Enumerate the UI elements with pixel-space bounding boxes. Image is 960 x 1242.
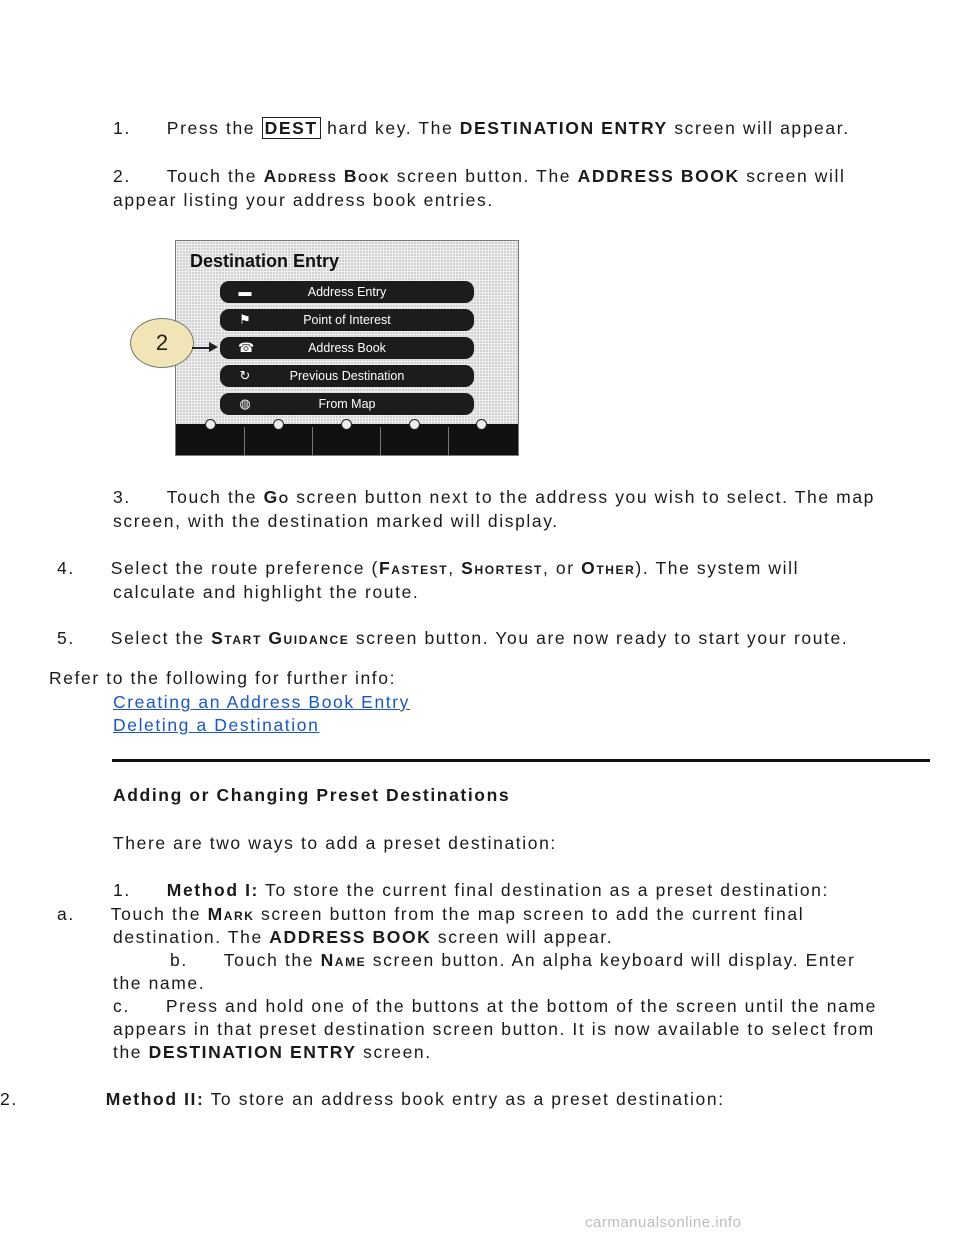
- screen-button-name: Address Book: [263, 166, 391, 186]
- preset-knob: [409, 419, 420, 430]
- step-1: 1. Press the DEST hard key. The DESTINATION ENTRY screen will appear.: [113, 118, 850, 138]
- poi-icon: ⚑: [239, 312, 251, 327]
- callout-arrow-head-icon: [209, 342, 218, 352]
- section-heading: Adding or Changing Preset Destinations: [113, 785, 511, 805]
- destination-entry-screenshot: [175, 240, 519, 456]
- substep-b: b. Touch the Name screen button. An alpha keyboard will display. Enter: [170, 950, 856, 970]
- emphasis: DESTINATION ENTRY: [148, 1042, 357, 1062]
- step-number: a.: [57, 904, 75, 924]
- emphasis: ADDRESS BOOK: [269, 927, 432, 947]
- step-number: 2.: [0, 1089, 18, 1109]
- preset-divider: [244, 427, 245, 455]
- preset-divider: [312, 427, 313, 455]
- step-4: 4. Select the route preference (Fastest, Shortest, or Other). The system will: [57, 558, 800, 578]
- screen-button-name: Mark: [207, 904, 255, 924]
- step-number: 5.: [57, 628, 75, 648]
- screen-button-name: Name: [320, 950, 367, 970]
- address-book-icon: ☎: [238, 340, 255, 355]
- method-2: 2. Method II: To store an address book entry as a preset destination:: [0, 1089, 725, 1109]
- substep-a: a. Touch the Mark screen button from the map screen to add the current final: [57, 904, 805, 924]
- step-number: 2.: [113, 166, 131, 186]
- creating-address-book-entry-link[interactable]: Creating an Address Book Entry: [113, 692, 411, 712]
- dest-hard-key: DEST: [262, 117, 321, 139]
- link-row: [113, 714, 319, 736]
- step-2: 2. Touch the Address Book screen button. The ADDRESS BOOK screen will: [113, 166, 846, 186]
- step-2-line-2: appear listing your address book entries.: [113, 190, 494, 210]
- step-3: 3. Touch the Go screen button next to the address you wish to select. The map: [113, 487, 875, 507]
- callout-arrow: [192, 347, 210, 349]
- screen-button-name: Start Guidance: [211, 628, 350, 648]
- screen-title: Destination Entry: [190, 251, 340, 271]
- step-4-line-2: calculate and highlight the route.: [113, 582, 420, 602]
- point-of-interest-button: ⚑ Point of Interest: [220, 309, 474, 331]
- step-number: 4.: [57, 558, 75, 578]
- step-5: 5. Select the Start Guidance screen button. You are now ready to start your route.: [57, 628, 849, 648]
- substep-c-line-3: the DESTINATION ENTRY screen.: [113, 1042, 432, 1062]
- preset-divider: [380, 427, 381, 455]
- emphasis: DESTINATION ENTRY: [459, 118, 668, 138]
- step-3-line-2: screen, with the destination marked will display.: [113, 511, 559, 531]
- from-map-button: ◍ From Map: [220, 393, 474, 415]
- previous-destination-icon: ↻: [239, 368, 251, 383]
- step-number: b.: [170, 950, 188, 970]
- link-row: [113, 691, 410, 713]
- callout-marker: 2: [130, 318, 194, 368]
- substep-a-line-2: destination. The ADDRESS BOOK screen will appear.: [113, 927, 614, 947]
- method-1: 1. Method I: To store the current final destination as a preset destination:: [113, 880, 829, 900]
- section-intro: There are two ways to add a preset destination:: [113, 833, 557, 853]
- watermark: carmanualsonline.info: [585, 1214, 742, 1231]
- step-number: 1.: [113, 118, 131, 138]
- preset-knob: [273, 419, 284, 430]
- step-number: 1.: [113, 880, 131, 900]
- substep-c-line-2: appears in that preset destination screen button. It is now available to select from: [113, 1019, 875, 1039]
- section-divider: [112, 759, 930, 762]
- preset-divider: [448, 427, 449, 455]
- preset-knob: [476, 419, 487, 430]
- preset-knob: [205, 419, 216, 430]
- screen-button-name: Go: [263, 487, 290, 507]
- step-number: c.: [113, 996, 130, 1016]
- step-number: 3.: [113, 487, 131, 507]
- deleting-destination-link[interactable]: Deleting a Destination: [113, 715, 320, 735]
- emphasis: ADDRESS BOOK: [577, 166, 740, 186]
- preset-knob: [341, 419, 352, 430]
- method-label: Method II:: [105, 1089, 205, 1109]
- address-card-icon: ▬: [238, 284, 252, 299]
- substep-c: c. Press and hold one of the buttons at the bottom of the screen until the name: [113, 996, 877, 1016]
- previous-destination-button: ↻ Previous Destination: [220, 365, 474, 387]
- globe-icon: ◍: [239, 396, 251, 411]
- address-entry-button: ▬ Address Entry: [220, 281, 474, 303]
- method-label: Method I:: [166, 880, 259, 900]
- refer-intro: Refer to the following for further info:: [49, 668, 397, 688]
- address-book-button: ☎ Address Book: [220, 337, 474, 359]
- substep-b-line-2: the name.: [113, 973, 206, 993]
